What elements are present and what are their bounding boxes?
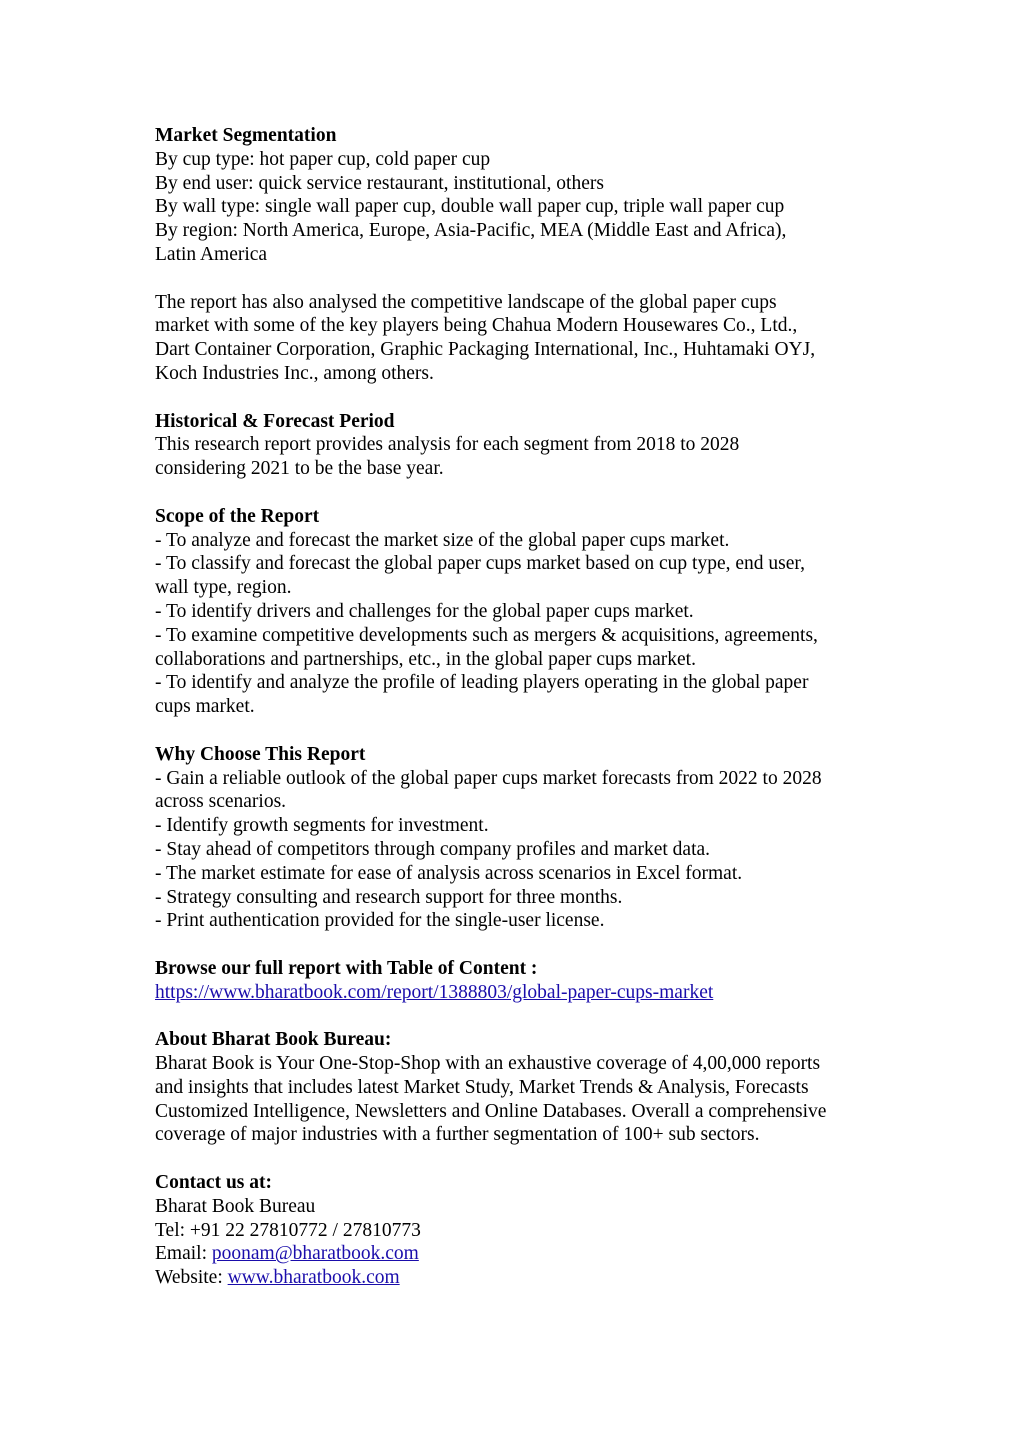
why-line: - The market estimate for ease of analysis across scenarios in Excel format. bbox=[155, 862, 743, 884]
competitive-line: The report has also analysed the competitive landscape of the global paper cups bbox=[155, 291, 777, 313]
scope-line: - To identify drivers and challenges for the global paper cups market. bbox=[155, 600, 694, 622]
website-label: Website: bbox=[155, 1267, 228, 1289]
segmentation-line: Latin America bbox=[155, 243, 268, 265]
about-heading: About Bharat Book Bureau: bbox=[155, 1029, 392, 1051]
about-line: Bharat Book is Your One-Stop-Shop with an exhaustive coverage of 4,00,000 reports bbox=[155, 1053, 821, 1075]
about-line: Customized Intelligence, Newsletters and Online Databases. Overall a comprehensive bbox=[155, 1100, 827, 1122]
competitive-line: Dart Container Corporation, Graphic Packaging International, Inc., Huhtamaki OYJ, bbox=[155, 339, 816, 361]
why-line: - Strategy consulting and research support for three months. bbox=[155, 886, 623, 908]
segmentation-line: By wall type: single wall paper cup, double wall paper cup, triple wall paper cup bbox=[155, 196, 785, 218]
about-line: coverage of major industries with a further segmentation of 100+ sub sectors. bbox=[155, 1124, 760, 1146]
document-page bbox=[155, 124, 915, 1290]
email-link[interactable]: poonam@bharatbook.com bbox=[211, 1243, 419, 1265]
scope-line: - To classify and forecast the global paper cups market based on cup type, end user, bbox=[155, 553, 805, 575]
contact-email-row bbox=[155, 1242, 915, 1266]
browse-heading: Browse our full report with Table of Content : bbox=[155, 957, 538, 979]
segmentation-line: By end user: quick service restaurant, institutional, others bbox=[155, 172, 604, 194]
scope-line: cups market. bbox=[155, 696, 255, 718]
why-line: - Identify growth segments for investment. bbox=[155, 815, 489, 837]
why-line: - Gain a reliable outlook of the global paper cups market forecasts from 2022 to 2028 bbox=[155, 767, 822, 789]
segmentation-heading: Market Segmentation bbox=[155, 125, 337, 146]
segmentation-line: By cup type: hot paper cup, cold paper cup bbox=[155, 148, 491, 170]
report-link[interactable]: https://www.bharatbook.com/report/1388803/global-paper-cups-market bbox=[155, 981, 714, 1003]
segmentation-line: By region: North America, Europe, Asia-Pacific, MEA (Middle East and Africa), bbox=[155, 220, 787, 242]
why-heading: Why Choose This Report bbox=[155, 743, 366, 765]
period-line: considering 2021 to be the base year. bbox=[155, 458, 444, 480]
contact-company: Bharat Book Bureau bbox=[155, 1195, 316, 1217]
scope-line: - To identify and analyze the profile of leading players operating in the global paper bbox=[155, 672, 809, 694]
scope-line: wall type, region. bbox=[155, 577, 292, 599]
why-line: - Print authentication provided for the single-user license. bbox=[155, 910, 605, 932]
email-label: Email: bbox=[155, 1243, 212, 1265]
contact-heading: Contact us at: bbox=[155, 1172, 272, 1194]
scope-line: - To analyze and forecast the market size of the global paper cups market. bbox=[155, 529, 730, 551]
period-line: This research report provides analysis for each segment from 2018 to 2028 bbox=[155, 434, 740, 456]
scope-line: - To examine competitive developments such as mergers & acquisitions, agreements, bbox=[155, 624, 818, 646]
competitive-line: Koch Industries Inc., among others. bbox=[155, 362, 434, 384]
about-line: and insights that includes latest Market Study, Market Trends & Analysis, Forecasts bbox=[155, 1076, 809, 1098]
period-heading: Historical & Forecast Period bbox=[155, 410, 395, 432]
scope-heading: Scope of the Report bbox=[155, 505, 320, 527]
competitive-line: market with some of the key players being Chahua Modern Housewares Co., Ltd., bbox=[155, 315, 798, 337]
contact-tel: Tel: +91 22 27810772 / 27810773 bbox=[155, 1219, 421, 1241]
why-line: across scenarios. bbox=[155, 791, 287, 813]
website-link[interactable]: www.bharatbook.com bbox=[227, 1267, 400, 1289]
contact-website-row bbox=[155, 1266, 915, 1290]
why-line: - Stay ahead of competitors through company profiles and market data. bbox=[155, 838, 711, 860]
scope-line: collaborations and partnerships, etc., in the global paper cups market. bbox=[155, 648, 696, 670]
